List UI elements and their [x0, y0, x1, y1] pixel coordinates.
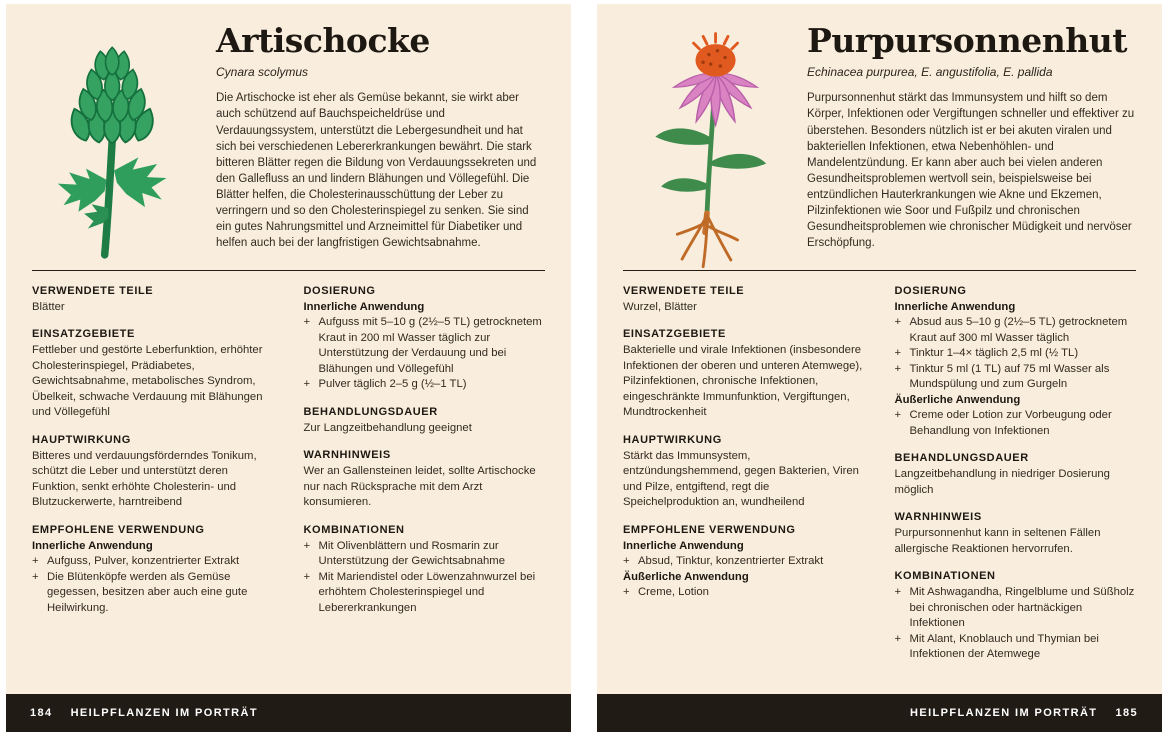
footer-bar-left — [6, 694, 571, 732]
section-verwendete-teile — [32, 285, 274, 315]
section-heading: WARNHINWEIS — [894, 511, 982, 524]
page-number: 184 — [30, 707, 53, 719]
list-item — [623, 554, 865, 569]
echinacea-cone — [694, 34, 738, 77]
section-heading: KOMBINATIONEN — [303, 523, 405, 536]
bullet-marker: + — [894, 316, 902, 329]
list-item-text: Mit Alant, Knoblauch und Thymian bei Infektionen der Atemwege — [909, 632, 1099, 660]
artichoke-stem — [105, 141, 112, 255]
section-verwendete-teile — [623, 285, 865, 315]
section-body: Fettleber und gestörte Leberfunktion, erhöhter Cholesterinspiegel, Prädiabetes, Gewichtsabnahme, metabolisches Syndrom, Übelkeit, schwache Verdauung mit Blähungen und Völlegefühl — [32, 344, 263, 419]
list-item-text: Absud, Tinktur, konzentrierter Extrakt — [638, 555, 824, 568]
list-item-text: Aufguss, Pulver, konzentrierter Extrakt — [47, 555, 240, 568]
section-body: Wer an Gallensteinen leidet, sollte Artischocke nur nach Rücksprache mit dem Arzt konsumieren. — [303, 465, 536, 509]
details-grid-left — [6, 271, 571, 629]
section-heading: WARNHINWEIS — [303, 449, 391, 462]
section-behandlungsdauer — [895, 452, 1137, 498]
list-item-text: Mit Olivenblättern und Rosmarin zur Unterstützung der Gewichtsabnahme — [318, 539, 505, 568]
header-block-right — [795, 21, 1136, 262]
plant-title: Artischocke — [216, 21, 430, 60]
list-item-text: Die Blütenköpfe werden als Gemüse gegessen, besitzen aber auch eine gute Heilwirkung. — [47, 570, 248, 614]
section-heading: EMPFOHLENE VERWENDUNG — [32, 523, 205, 536]
list-item — [895, 632, 1137, 663]
section-heading: VERWENDETE TEILE — [32, 285, 154, 297]
list-item-text: Aufguss mit 5–10 g (2½–5 TL) getrocknetem Kraut in 200 ml Wasser täglich zur Unterstützung der Verdauung und bei Blähungen und Völlegefühl — [318, 316, 542, 375]
section-heading: HAUPTWIRKUNG — [623, 433, 722, 446]
bullet-marker: + — [894, 632, 902, 645]
section-body: Stärkt das Immunsystem, entzündungshemmend, gegen Bakterien, Viren und Pilze, entgiftend, regt die Speichelproduktion an, wundheilend — [623, 449, 859, 509]
section-body: Blätter — [32, 301, 65, 313]
section-body: Purpursonnenhut kann in seltenen Fällen allergische Reaktionen hervorrufen. — [894, 527, 1101, 555]
list-item-text: Creme oder Lotion zur Vorbeugung oder Behandlung von Infektionen — [909, 409, 1112, 437]
section-body: Wurzel, Blätter — [623, 301, 697, 313]
bullet-marker: + — [623, 555, 630, 568]
section-empfohlene-verwendung — [623, 524, 865, 601]
section-heading: VERWENDETE TEILE — [623, 285, 745, 297]
section-empfohlene-verwendung — [32, 524, 274, 616]
section-warnhinweis — [304, 449, 546, 510]
section-heading: HAUPTWIRKUNG — [32, 433, 131, 446]
echinacea-roots — [677, 213, 737, 267]
list-item — [895, 315, 1137, 346]
section-body: Zur Langzeitbehandlung geeignet — [303, 421, 472, 434]
details-col-2 — [895, 285, 1137, 675]
section-heading: EMPFOHLENE VERWENDUNG — [623, 523, 796, 536]
page-artischocke — [6, 4, 571, 732]
footer-label: HEILPFLANZEN IM PORTRÄT — [910, 707, 1098, 719]
list-item — [32, 554, 274, 569]
latin-name: Echinacea purpurea, E. angustifolia, E. pallida — [807, 65, 1053, 80]
bullet-marker: + — [32, 570, 39, 583]
section-heading: BEHANDLUNGSDAUER — [894, 452, 1029, 465]
section-heading: DOSIERUNG — [303, 285, 376, 297]
bullet-marker: + — [303, 539, 311, 552]
bullet-marker: + — [32, 555, 39, 568]
section-body: Bakterielle und virale Infektionen (insbesondere Infektionen der oberen und unteren Atemwege), Pilzinfektionen, chronische Infektionen, eingeschränkte Immunfunktion, Vergiftungen, Mundtrockenheit — [623, 344, 863, 419]
echinacea-petals — [673, 70, 759, 125]
list-item — [304, 570, 546, 616]
section-hauptwirkung — [32, 434, 274, 511]
sub-heading: Äußerliche Anwendung — [623, 570, 749, 583]
footer-label: HEILPFLANZEN IM PORTRÄT — [70, 707, 258, 719]
page-number: 185 — [1115, 707, 1138, 719]
list-item — [623, 585, 865, 600]
list-item — [32, 570, 274, 616]
section-einsatzgebiete — [623, 328, 865, 420]
sub-heading: Innerliche Anwendung — [894, 301, 1016, 313]
footer-bar-right — [597, 694, 1162, 732]
bullet-marker: + — [623, 586, 630, 599]
list-item — [895, 346, 1137, 361]
page-purpursonnenhut — [597, 4, 1162, 732]
intro-paragraph: Purpursonnenhut stärkt das Immunsystem und hilft so dem Körper, Infektionen oder Vergiftungen schneller und effektiver zu überstehen. Besonders nützlich ist er bei akuten viralen und bakteriellen Infektionen, etwa Nebenhöhlen- und Mandelentzündung. Er kann aber auch bei vielen anderen Gesundheitsproblemen wertvoll sein, beispielsweise bei entzündlichen Hauterkrankungen wie Akne und Ekzemen, Pilzinfektionen wie Soor und Fußpilz und chronischen Gesundheitsproblemen wie chronischer Müdigkeit und nervöser Erschöpfung. — [807, 92, 1135, 250]
list-item-text: Absud aus 5–10 g (2½–5 TL) getrocknetem Kraut auf 300 ml Wasser täglich — [909, 316, 1128, 344]
echinacea-illustration — [621, 24, 791, 282]
section-behandlungsdauer — [304, 406, 546, 436]
details-col-1 — [623, 285, 865, 675]
section-dosierung — [895, 285, 1137, 439]
page-top-right — [597, 4, 1162, 262]
list-item — [895, 362, 1137, 393]
section-hauptwirkung — [623, 434, 865, 511]
list-item-text: Pulver täglich 2–5 g (½–1 TL) — [318, 378, 467, 391]
artichoke-head — [67, 47, 158, 143]
plant-title: Purpursonnenhut — [807, 21, 1127, 60]
section-dosierung — [304, 285, 546, 393]
list-item-text: Mit Mariendistel oder Löwenzahnwurzel bei erhöhtem Cholesterinspiegel und Lebererkrankungen — [318, 570, 536, 614]
section-body: Bitteres und verdauungsförderndes Tonikum, schützt die Leber und unterstützt deren Funktion, senkt erhöhte Cholesterin- und Blutzuckerwerte, harntreibend — [32, 449, 257, 509]
section-kombinationen — [895, 570, 1137, 662]
section-kombinationen — [304, 524, 546, 616]
sub-heading: Innerliche Anwendung — [303, 301, 425, 313]
section-heading: BEHANDLUNGSDAUER — [303, 405, 438, 418]
section-heading: KOMBINATIONEN — [894, 570, 996, 583]
latin-name: Cynara scolymus — [216, 65, 309, 80]
list-item — [895, 408, 1137, 439]
sub-heading: Innerliche Anwendung — [32, 539, 153, 552]
bullet-marker: + — [303, 570, 311, 583]
header-block-left — [204, 21, 545, 262]
section-warnhinweis — [895, 511, 1137, 557]
details-col-2 — [304, 285, 546, 629]
bullet-marker: + — [303, 316, 311, 329]
sub-heading: Äußerliche Anwendung — [894, 393, 1021, 406]
section-einsatzgebiete — [32, 328, 274, 420]
section-heading: DOSIERUNG — [894, 285, 967, 297]
section-heading: EINSATZGEBIETE — [32, 328, 135, 341]
list-item-text: Creme, Lotion — [638, 586, 709, 599]
list-item — [304, 377, 546, 392]
bullet-marker: + — [894, 362, 902, 375]
illustration-container — [26, 24, 204, 262]
section-body: Langzeitbehandlung in niedriger Dosierung möglich — [894, 468, 1110, 496]
artichoke-illustration — [26, 24, 204, 274]
list-item-text: Tinktur 5 ml (1 TL) auf 75 ml Wasser als Mundspülung und zum Gurgeln — [909, 362, 1110, 391]
section-heading: EINSATZGEBIETE — [623, 328, 726, 341]
list-item-text: Mit Ashwagandha, Ringelblume und Süßholz bei chronischen oder hartnäckigen Infektionen — [909, 586, 1135, 630]
artichoke-leaf-left — [58, 169, 107, 212]
bullet-marker: + — [303, 378, 311, 391]
intro-paragraph: Die Artischocke ist eher als Gemüse bekannt, sie wirkt aber auch schützend auf Bauchspeicheldrüse und Verdauungssystem, unterstützt die Lebergesundheit und hat sich bei verschiedenen Lebererkrankungen bewährt. Die stark bitteren Blätter regen die Bildung von Verdauungssekreten und den Gallefluss an und lindern Blähungen und Völlegefühl. Die Blätter helfen, die Cholesterinausschüttung der Leber zu verringern und so den Cholesterinspiegel zu senken. Sie sind ein gutes Nahrungsmittel und Arzneimittel für Diabetiker und helfen auch bei der langfristigen Gewichtsabnahme. — [216, 92, 537, 250]
list-item — [895, 585, 1137, 631]
artichoke-leaf-right — [114, 157, 166, 207]
page-top-left — [6, 4, 571, 262]
illustration-container — [617, 24, 795, 262]
list-item — [304, 315, 546, 377]
list-item-text: Tinktur 1–4× täglich 2,5 ml (½ TL) — [909, 347, 1079, 360]
details-grid-right — [597, 271, 1162, 675]
details-col-1 — [32, 285, 274, 629]
bullet-marker: + — [894, 586, 902, 599]
sub-heading: Innerliche Anwendung — [623, 539, 744, 552]
bullet-marker: + — [894, 347, 902, 360]
list-item — [304, 539, 546, 570]
bullet-marker: + — [894, 409, 902, 422]
